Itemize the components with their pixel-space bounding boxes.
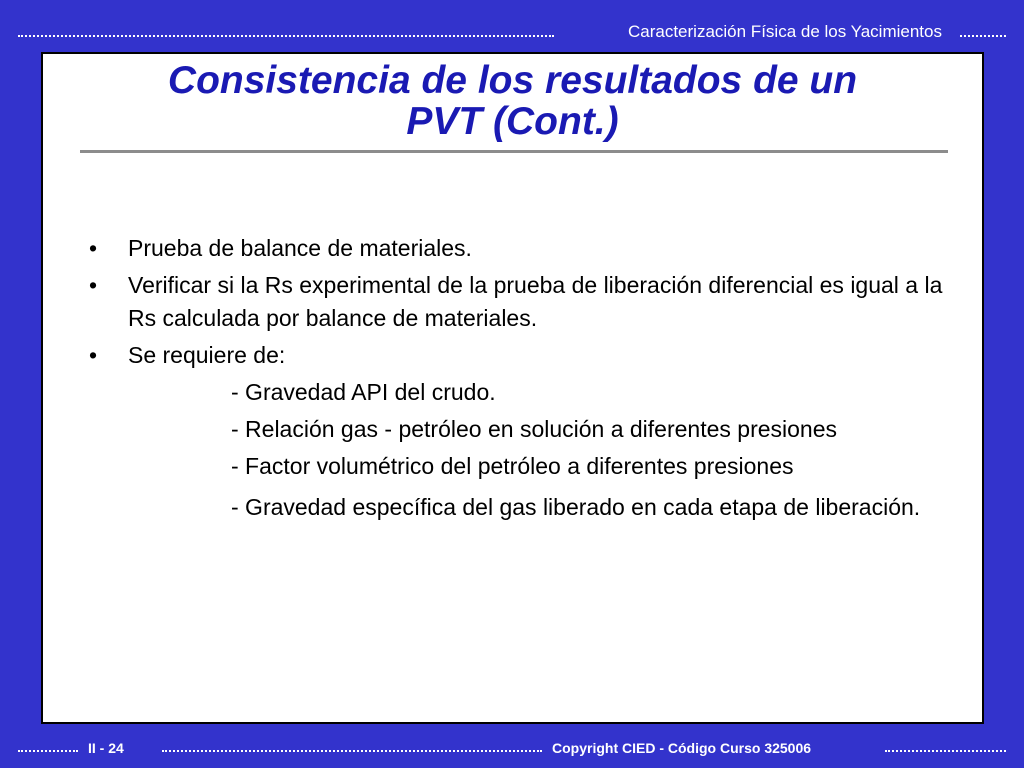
footer-dotted-line-right bbox=[885, 750, 1006, 752]
sub-item: - Gravedad específica del gas liberado en cada etapa de liberación. bbox=[231, 494, 921, 520]
sub-item: - Relación gas - petróleo en solución a diferentes presiones bbox=[231, 416, 838, 442]
slide-body bbox=[83, 232, 963, 531]
bullet-text: Prueba de balance de materiales. bbox=[128, 235, 472, 261]
bullet-text: Verificar si la Rs experimental de la prueba de liberación diferencial es igual a la Rs calculada por balance de materiales. bbox=[128, 272, 943, 331]
bullet-symbol: • bbox=[89, 342, 98, 368]
course-title: Caracterización Física de los Yacimientos bbox=[627, 22, 942, 41]
slide-title-line-2: PVT (Cont.) bbox=[406, 100, 619, 143]
footer-dotted-line-left bbox=[18, 750, 78, 752]
bullet-item bbox=[83, 232, 963, 265]
copyright-text: Copyright CIED - Código Curso 325006 bbox=[552, 740, 812, 756]
footer-dotted-line-middle bbox=[162, 750, 542, 752]
bullet-item bbox=[83, 269, 963, 335]
page-number: II - 24 bbox=[88, 740, 124, 756]
bullet-item bbox=[83, 339, 963, 372]
slide-title bbox=[43, 60, 982, 142]
sub-item: - Gravedad API del crudo. bbox=[231, 379, 496, 405]
header-dotted-line-right bbox=[960, 35, 1006, 37]
header-dotted-line-left bbox=[18, 35, 554, 37]
bullet-symbol: • bbox=[89, 272, 98, 298]
title-underline bbox=[80, 150, 948, 153]
bullet-symbol: • bbox=[89, 235, 98, 261]
slide-content-panel bbox=[41, 52, 984, 724]
bullet-text: Se requiere de: bbox=[128, 342, 286, 368]
slide-title-line-1: Consistencia de los resultados de un bbox=[167, 59, 858, 102]
sub-item: - Factor volumétrico del petróleo a diferentes presiones bbox=[231, 453, 794, 479]
